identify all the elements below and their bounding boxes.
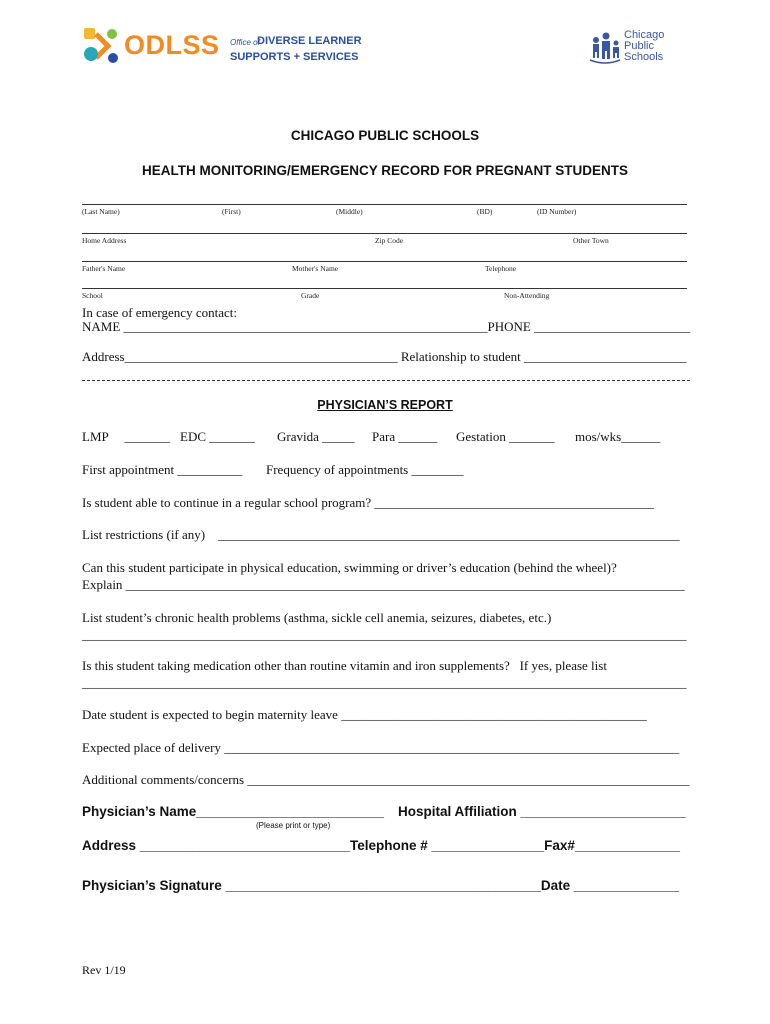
odlss-wordmark: ODLSS <box>124 30 220 60</box>
delivery-place-field[interactable]: Expected place of delivery ______________________________________________________________________ <box>82 740 680 755</box>
edc-field[interactable]: EDC _______ <box>180 429 255 444</box>
label-fathers-name: Father's Name <box>82 264 126 273</box>
chronic-problems-question: List student’s chronic health problems (asthma, sickle cell anemia, seizures, diabetes, etc.) <box>82 610 552 625</box>
continue-program-field[interactable]: Is student able to continue in a regular school program? ___________________________________________ <box>82 495 654 510</box>
label-school: School <box>82 291 103 300</box>
physician-signature-date-field[interactable]: Physician’s Signature __________________________________________Date ______________ <box>82 878 680 893</box>
revision-label: Rev 1/19 <box>82 963 126 977</box>
label-non-attending: Non-Attending <box>504 291 550 300</box>
print-note: (Please print or type) <box>256 821 331 830</box>
emergency-address-relationship-field[interactable]: Address__________________________________________ Relationship to student _________________________ <box>82 349 687 364</box>
restrictions-field[interactable]: List restrictions (if any) _______________________________________________________________________ <box>82 527 680 542</box>
frequency-appointments-field[interactable]: Frequency of appointments ________ <box>266 462 464 477</box>
cps-line2: Public <box>624 40 654 52</box>
cps-logo <box>588 28 678 68</box>
label-middle: (Middle) <box>336 207 363 216</box>
chronic-problems-field[interactable]: _____________________________________________________________________________________________ <box>82 627 687 642</box>
document-subtitle: HEALTH MONITORING/EMERGENCY RECORD FOR PREGNANT STUDENTS <box>141 163 629 178</box>
first-appointment-field[interactable]: First appointment __________ <box>82 462 243 477</box>
emergency-heading: In case of emergency contact: <box>82 305 237 320</box>
label-telephone: Telephone <box>485 264 517 273</box>
para-field[interactable]: Para ______ <box>372 429 438 444</box>
cps-line1: Chicago <box>624 29 665 41</box>
comments-field[interactable]: Additional comments/concerns ____________________________________________________________________ <box>82 772 690 787</box>
odlss-line1: DIVERSE LEARNER <box>257 35 362 47</box>
hospital-affiliation-field[interactable]: Hospital Affiliation ______________________ <box>398 804 686 819</box>
label-id-number: (ID Number) <box>537 207 577 216</box>
cps-line3: Schools <box>624 51 664 63</box>
gravida-field[interactable]: Gravida _____ <box>277 429 355 444</box>
physicians-report-heading: PHYSICIAN’S REPORT <box>317 398 453 412</box>
label-zip-code: Zip Code <box>375 236 404 245</box>
physician-name-field[interactable]: Physician’s Name_________________________ <box>82 804 385 819</box>
maternity-leave-field[interactable]: Date student is expected to begin maternity leave _______________________________________________ <box>82 707 647 722</box>
emergency-name-phone-field[interactable]: NAME ________________________________________________________PHONE ________________________ <box>82 319 691 334</box>
odlss-line1-prefix: Office of <box>230 38 260 47</box>
document-title: CHICAGO PUBLIC SCHOOLS <box>290 128 480 143</box>
label-first: (First) <box>222 207 241 216</box>
mos-wks-field[interactable]: mos/wks______ <box>575 429 661 444</box>
label-other-town: Other Town <box>573 236 609 245</box>
odlss-line2: SUPPORTS + SERVICES <box>230 51 359 63</box>
explain-field[interactable]: Explain ______________________________________________________________________________________ <box>82 577 685 592</box>
label-home-address: Home Address <box>82 236 127 245</box>
medication-field[interactable]: _____________________________________________________________________________________________ <box>82 675 687 690</box>
gestation-field[interactable]: Gestation _______ <box>456 429 555 444</box>
pe-question: Can this student participate in physical education, swimming or driver’s education (behind the wheel)? <box>82 560 617 575</box>
student-row1-line[interactable] <box>82 204 687 205</box>
section-divider <box>82 380 690 381</box>
student-row4-line[interactable] <box>82 288 687 289</box>
student-row3-line[interactable] <box>82 261 687 262</box>
label-grade: Grade <box>301 291 320 300</box>
odlss-logo <box>82 24 362 70</box>
label-mothers-name: Mother's Name <box>292 264 339 273</box>
medication-question: Is this student taking medication other than routine vitamin and iron supplements? If yes, please list <box>82 658 607 673</box>
label-bd: (BD) <box>477 207 493 216</box>
student-row2-line[interactable] <box>82 233 687 234</box>
cps-figures-icon <box>588 30 622 66</box>
odlss-mark-icon <box>82 26 122 66</box>
physician-address-phone-fax-field[interactable]: Address ____________________________Telephone # _______________Fax#______________ <box>82 838 681 853</box>
lmp-field[interactable]: LMP _______ <box>82 429 170 444</box>
label-last-name: (Last Name) <box>82 207 120 216</box>
